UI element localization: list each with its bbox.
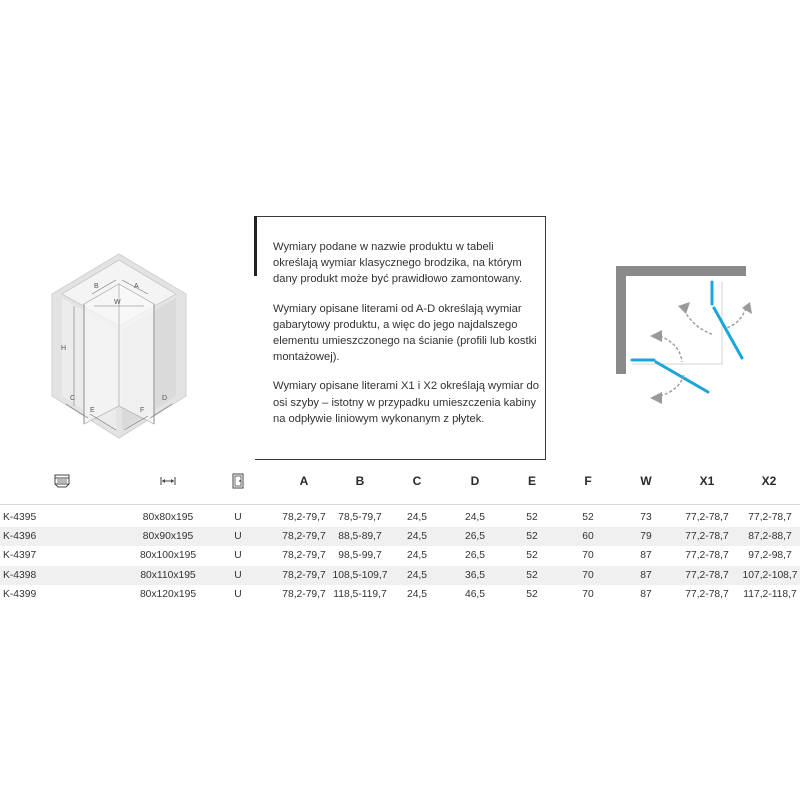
col-header-f: F	[584, 474, 592, 488]
cell-b: 98,5-99,7	[338, 550, 382, 562]
cell-f: 60	[582, 531, 594, 543]
table-row	[0, 508, 800, 527]
cell-f: 70	[582, 569, 594, 581]
label-a: A	[134, 283, 139, 290]
shower-cabin-illustration	[44, 246, 194, 446]
note-paragraph-2: Wymiary opisane literami od A-D określają wymiar gabarytowy produktu, a więc do jego najdalszego elementu umieszczonego na ścianie (profili lub kostki montażowej).	[273, 302, 537, 364]
cell-c: 24,5	[406, 512, 428, 523]
cell-size: 80x90x195	[142, 531, 194, 543]
cell-c: 24,5	[406, 550, 428, 562]
cell-a: 78,2-79,7	[282, 512, 326, 523]
cell-x2: 87,2-88,7	[748, 531, 792, 543]
cell-size: 80x100x195	[139, 550, 197, 562]
cell-w: 87	[640, 569, 652, 581]
cell-size: 80x80x195	[142, 512, 194, 523]
cell-a: 78,2-79,7	[282, 588, 326, 600]
cell-x2: 107,2-108,7	[742, 569, 798, 581]
cell-d: 26,5	[464, 531, 486, 543]
cell-a: 78,2-79,7	[282, 550, 326, 562]
width-arrows-icon	[156, 468, 180, 504]
cell-code: K-4396	[3, 531, 37, 543]
cell-door: U	[234, 588, 242, 600]
cell-code: K-4398	[3, 569, 37, 581]
cell-f: 70	[582, 588, 594, 600]
col-header-w: W	[640, 474, 652, 488]
cell-x1: 77,2-78,7	[685, 588, 729, 600]
header-divider	[0, 504, 800, 505]
note-text	[273, 239, 541, 440]
table-row	[0, 546, 800, 565]
cell-b: 108,5-109,7	[332, 569, 388, 581]
cell-d: 24,5	[464, 512, 486, 523]
col-header-c: C	[412, 474, 422, 488]
cell-w: 87	[640, 588, 652, 600]
cell-x2: 97,2-98,7	[748, 550, 792, 562]
door-opening-plan-diagram	[614, 262, 764, 412]
col-header-x1: X1	[699, 474, 715, 488]
cell-w: 87	[640, 550, 652, 562]
col-header-e: E	[527, 474, 536, 488]
note-paragraph-1: Wymiary podane w nazwie produktu w tabeli określają wymiar klasycznego brodzika, na którym dany produkt może być prawidłowo zamontowany.	[273, 241, 523, 286]
cell-b: 118,5-119,7	[333, 588, 387, 600]
dimension-note-box	[255, 216, 546, 460]
table-row	[0, 585, 800, 604]
label-c: C	[70, 395, 76, 402]
cell-size: 80x120x195	[139, 588, 197, 600]
cell-a: 78,2-79,7	[282, 569, 326, 581]
col-header-a: A	[299, 474, 309, 488]
col-header-b: B	[355, 474, 365, 488]
cell-x1: 77,2-78,7	[685, 569, 729, 581]
cell-a: 78,2-79,7	[282, 531, 326, 543]
cell-size: 80x110x195	[140, 569, 196, 581]
cell-x1: 77,2-78,7	[685, 531, 729, 543]
cell-w: 79	[640, 531, 652, 543]
cell-e: 52	[526, 569, 538, 581]
table-row	[0, 566, 800, 585]
cell-door: U	[234, 569, 242, 581]
label-w: W	[114, 299, 121, 306]
cell-door: U	[234, 512, 242, 523]
cell-code: K-4397	[3, 550, 37, 562]
label-b: B	[94, 283, 99, 290]
cell-b: 78,5-79,7	[338, 512, 382, 523]
cell-x1: 77,2-78,7	[685, 550, 729, 562]
cell-f: 52	[582, 512, 594, 523]
cell-e: 52	[526, 531, 538, 543]
col-header-x2: X2	[761, 474, 777, 488]
cell-door: U	[234, 531, 242, 543]
cell-c: 24,5	[406, 531, 428, 543]
cell-e: 52	[526, 512, 538, 523]
cell-code: K-4399	[3, 588, 37, 600]
door-icon	[226, 468, 250, 504]
note-accent-bar	[254, 216, 257, 276]
cell-x2: 117,2-118,7	[743, 588, 797, 600]
table-row	[0, 527, 800, 546]
cell-d: 46,5	[464, 588, 486, 600]
table-header	[0, 468, 800, 504]
label-f: F	[140, 407, 145, 414]
cell-x1: 77,2-78,7	[685, 512, 729, 523]
cell-door: U	[234, 550, 242, 562]
tray-icon	[50, 468, 74, 504]
col-header-d: D	[470, 474, 480, 488]
note-paragraph-3: Wymiary opisane literami X1 i X2 określają wymiar do osi szyby – istotny w przypadku umieszczenia kabiny na odpływie liniowym wykonanym z płytek.	[273, 380, 540, 425]
cell-e: 52	[526, 588, 538, 600]
cell-c: 24,5	[406, 569, 428, 581]
cell-code: K-4395	[3, 512, 37, 523]
cell-f: 70	[582, 550, 594, 562]
cell-x2: 77,2-78,7	[748, 512, 792, 523]
cell-d: 26,5	[464, 550, 486, 562]
label-e: E	[90, 407, 95, 414]
label-h: H	[61, 345, 67, 352]
label-d: D	[162, 395, 168, 402]
cell-c: 24,5	[406, 588, 428, 600]
cell-e: 52	[526, 550, 538, 562]
cell-w: 73	[640, 512, 652, 523]
cell-d: 36,5	[464, 569, 486, 581]
cell-b: 88,5-89,7	[338, 531, 382, 543]
